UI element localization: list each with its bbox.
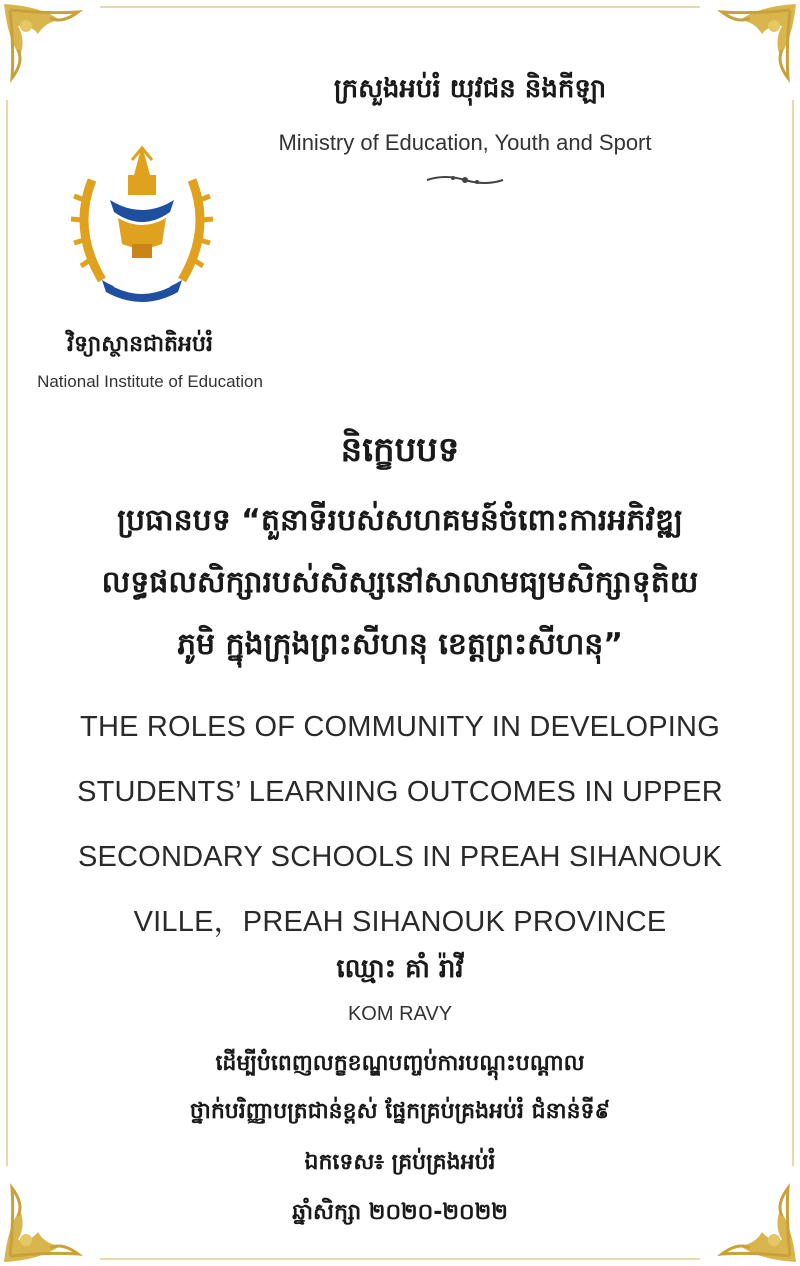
degree-purpose-khmer [90, 1040, 710, 1136]
corner-ornament-icon [0, 1156, 110, 1266]
frame-bottom [100, 1258, 700, 1260]
title-en-line: SECONDARY SCHOOLS IN PREAH SIHANOUK [77, 841, 723, 873]
author-name-english: KOM RAVY [347, 1003, 453, 1025]
institute-name-khmer: វិទ្យាស្ថានជាតិអប់រំ [67, 332, 213, 357]
ministry-name-english: Ministry of Education, Youth and Sport [278, 130, 652, 155]
specialty-khmer: ឯកទេស៖ គ្រប់គ្រងអប់រំ [304, 1150, 496, 1175]
title-en-line: THE ROLES OF COMMUNITY IN DEVELOPING [80, 711, 720, 743]
institute-name-english: National Institute of Education [37, 372, 263, 391]
thesis-title-khmer [30, 490, 770, 676]
corner-ornament-icon [690, 1156, 800, 1266]
purpose-line: ដើម្បីបំពេញលក្ខខណ្ឌបញ្ចប់ការបណ្ដុះបណ្ដាល [215, 1051, 585, 1076]
title-kh-line: លទ្ធផលសិក្សារបស់សិស្សនៅសាលាមធ្យមសិក្សាទុតិយ [101, 565, 699, 600]
frame-left [6, 100, 8, 1166]
divider-flourish-icon [425, 170, 505, 190]
frame-right [792, 100, 794, 1166]
academic-year-khmer: ឆ្នាំសិក្សា ២០២០-២០២២ [292, 1200, 508, 1225]
author-name-khmer: ឈ្មោះ គាំ រ៉ាវី [336, 954, 464, 984]
title-kh-line: ភូមិ ក្នុងក្រុងព្រះសីហនុ ខេត្តព្រះសីហនុ” [176, 627, 624, 662]
corner-ornament-icon [0, 0, 110, 110]
thesis-title-english [40, 695, 760, 955]
thesis-label-khmer: និក្ខេបបទ [340, 430, 460, 470]
corner-ornament-icon [690, 0, 800, 110]
title-en-line: VILLE，PREAH SIHANOUK PROVINCE [133, 906, 667, 938]
purpose-line: ថ្នាក់បរិញ្ញាបត្រជាន់ខ្ពស់ ផ្នែកគ្រប់គ្រងអប់រំ ជំនាន់ទី៩ [189, 1099, 611, 1124]
title-en-line: STUDENTS’ LEARNING OUTCOMES IN UPPER [77, 776, 723, 808]
frame-top [100, 6, 700, 8]
institute-emblem-icon [62, 140, 222, 315]
ministry-name-khmer: ក្រសួងអប់រំ យុវជន និងកីឡា [333, 74, 607, 104]
title-kh-line: ប្រធានបទ “តួនាទីរបស់សហគមន៍ចំពោះការអភិវឌ្ឍ [117, 503, 683, 538]
